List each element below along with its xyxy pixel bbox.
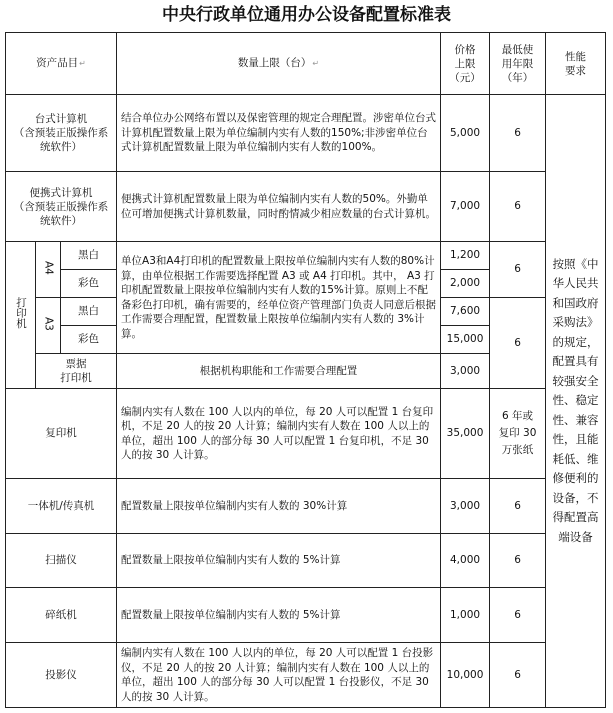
header-life: 最低使 用年限 （年）	[490, 33, 546, 95]
item-desktop: 台式计算机 （含预装正版操作系统软件）	[6, 95, 117, 172]
performance-requirement: 按照《中华人民共和国政府采购法》的规定，配置具有较强安全性、稳定性、兼容性，且能耗低、维修便利的设备，不得配置高端设备	[546, 95, 606, 708]
header-price: 价格 上限 （元）	[441, 33, 490, 95]
printer-a3-color: 彩色	[61, 326, 117, 354]
quota-desktop: 结合单位办公网络布置以及保密管理的规定合理配置。涉密单位台式计算机配置数量上限为单位编制内实有人数的150%;非涉密单位台式计算机配置数量上限为单位编制内实有人数的100%。	[117, 95, 441, 172]
table-row-shredder	[6, 588, 606, 643]
standards-table	[5, 32, 606, 708]
quota-fax: 配置数量上限按单位编制内实有人数的 30%计算	[117, 479, 441, 534]
life-a3: 6	[490, 298, 546, 389]
table-row-laptop	[6, 172, 606, 242]
price-projector: 10,000	[441, 643, 490, 708]
table-row-copier	[6, 389, 606, 479]
item-projector: 投影仪	[6, 643, 117, 708]
price-a4-color: 2,000	[441, 270, 490, 298]
life-a4: 6	[490, 242, 546, 298]
printer-a3-label: A3	[36, 298, 61, 354]
printer-a3-mono: 黑白	[61, 298, 117, 326]
quota-scanner: 配置数量上限按单位编制内实有人数的 5%计算	[117, 534, 441, 588]
quota-copier: 编制内实有人数在 100 人以内的单位，每 20 人可以配置 1 台复印机，不足 20 人的按 20 人计算；编制内实有人数在 100 人以上的单位，超出 100 人的部分每 30 人可以配置 1 台复印机，不足 30 人的按 30 人计算。	[117, 389, 441, 479]
price-desktop: 5,000	[441, 95, 490, 172]
printer-a4-mono: 黑白	[61, 242, 117, 270]
header-row	[6, 33, 606, 95]
table-row-desktop	[6, 95, 606, 172]
quota-printer: 单位A3和A4打印机的配置数量上限按单位编制内实有人数的80%计算，由单位根据工作需要选择配置 A3 或 A4 打印机。其中， A3 打印机配置数量上限按单位编制内实有人数的15%计算。原则上不配备彩色打印机，确有需要的，经单位资产管理部门负责人同意后根据工作需要合理配置，配置数量上限按单位编制内实有人数的 3%计算。	[117, 242, 441, 354]
table-row-printer-a4-mono	[6, 242, 606, 270]
price-laptop: 7,000	[441, 172, 490, 242]
life-shredder: 6	[490, 588, 546, 643]
life-desktop: 6	[490, 95, 546, 172]
item-fax: 一体机/传真机	[6, 479, 117, 534]
header-quota: 数量上限（台）↵	[117, 33, 441, 95]
table-row-projector	[6, 643, 606, 708]
item-copier: 复印机	[6, 389, 117, 479]
life-copier: 6 年或 复印 30 万张纸	[490, 389, 546, 479]
table-row-scanner	[6, 534, 606, 588]
price-a3-mono: 7,600	[441, 298, 490, 326]
life-fax: 6	[490, 479, 546, 534]
printer-a4-label: A4	[36, 242, 61, 298]
header-item: 资产品目↵	[6, 33, 117, 95]
price-receipt-printer: 3,000	[441, 354, 490, 389]
item-scanner: 扫描仪	[6, 534, 117, 588]
price-a4-mono: 1,200	[441, 242, 490, 270]
life-scanner: 6	[490, 534, 546, 588]
price-a3-color: 15,000	[441, 326, 490, 354]
item-receipt-printer: 票据 打印机	[36, 354, 117, 389]
printer-a4-color: 彩色	[61, 270, 117, 298]
item-laptop: 便携式计算机 （含预装正版操作系统软件）	[6, 172, 117, 242]
price-shredder: 1,000	[441, 588, 490, 643]
item-shredder: 碎纸机	[6, 588, 117, 643]
printer-group-label: 打印机	[6, 242, 36, 389]
price-fax: 3,000	[441, 479, 490, 534]
quota-laptop: 便携式计算机配置数量上限为单位编制内实有人数的50%。外勤单位可增加便携式计算机数量，同时酌情减少相应数量的台式计算机。	[117, 172, 441, 242]
quota-projector: 编制内实有人数在 100 人以内的单位，每 20 人可以配置 1 台投影仪，不足 20 人的按 20 人计算；编制内实有人数在 100 人以上的单位，超出 100 人的部分每 30 人可以配置 1 台投影仪，不足 30 人的按 30 人计算。	[117, 643, 441, 708]
price-copier: 35,000	[441, 389, 490, 479]
quota-shredder: 配置数量上限按单位编制内实有人数的 5%计算	[117, 588, 441, 643]
price-scanner: 4,000	[441, 534, 490, 588]
header-requirement: 性能 要求	[546, 33, 606, 95]
life-projector: 6	[490, 643, 546, 708]
life-laptop: 6	[490, 172, 546, 242]
quota-receipt-printer: 根据机构职能和工作需要合理配置	[117, 354, 441, 389]
table-row-fax	[6, 479, 606, 534]
page-title: 中央行政单位通用办公设备配置标准表	[162, 5, 451, 25]
